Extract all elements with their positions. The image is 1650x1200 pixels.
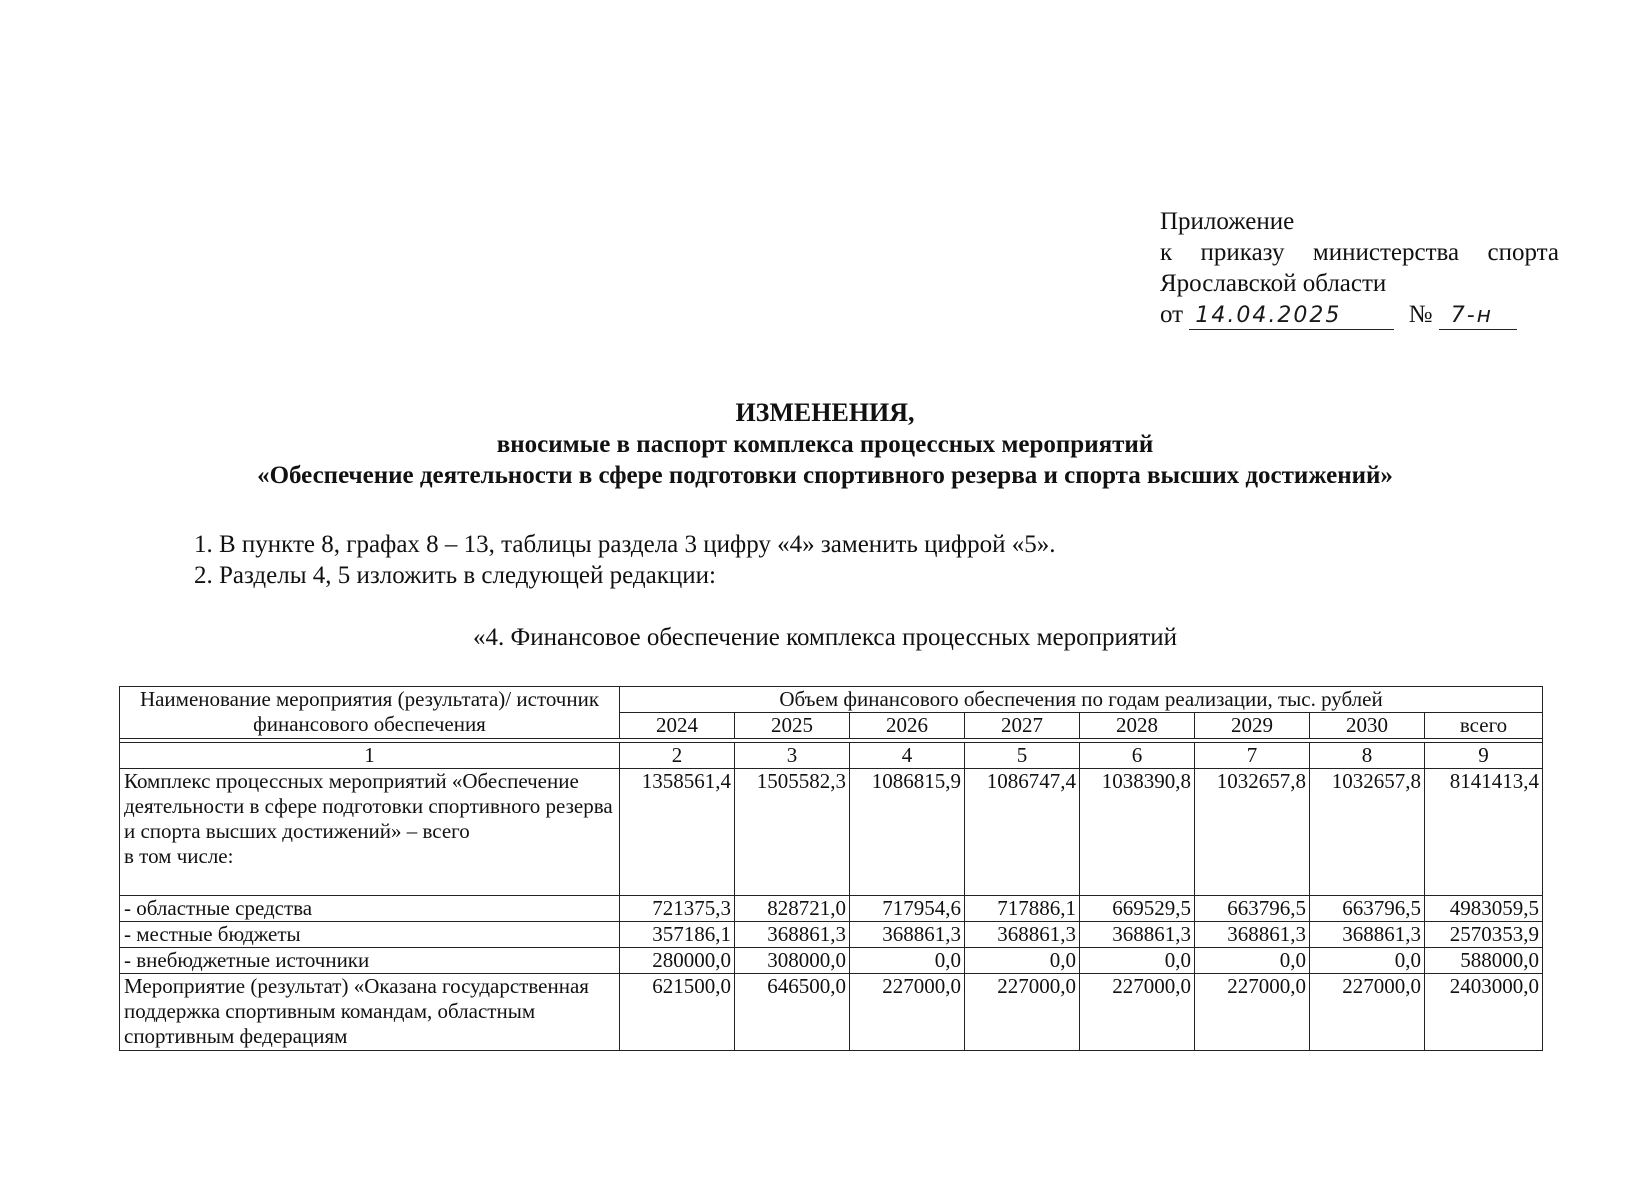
document-subtitle: вносимые в паспорт комплекса процессных мероприятий [496, 431, 1154, 458]
row-subtitle: в том числе: [124, 844, 234, 868]
year-header: 2030 [1310, 713, 1425, 739]
document-heading: ИЗМЕНЕНИЯ, [735, 398, 915, 427]
appendix-block [1160, 206, 1560, 330]
value-cell: 280000,0 [620, 948, 735, 974]
total-header: всего [1425, 713, 1543, 739]
handwritten-date: 14.04.2025 [1195, 303, 1342, 328]
value-cell: 368861,3 [1195, 922, 1310, 948]
total-cell: 2403000,0 [1425, 974, 1543, 1051]
appendix-date-line [1160, 299, 1560, 330]
value-cell: 368861,3 [965, 922, 1080, 948]
total-cell: 8141413,4 [1425, 769, 1543, 896]
year-header: 2029 [1195, 713, 1310, 739]
value-cell: 621500,0 [620, 974, 735, 1051]
column-number: 6 [1080, 743, 1195, 769]
value-cell: 1358561,4 [620, 769, 735, 896]
column-number: 1 [120, 743, 620, 769]
year-header: 2028 [1080, 713, 1195, 739]
table-row [120, 948, 1543, 974]
total-cell: 588000,0 [1425, 948, 1543, 974]
appendix-region: Ярославской области [1160, 270, 1387, 297]
row-name: - местные бюджеты [120, 922, 620, 948]
header-name-cell: Наименование мероприятия (результата)/ источник финансового обеспечения [120, 687, 620, 739]
date-prefix: от [1160, 301, 1184, 328]
value-cell: 828721,0 [735, 896, 850, 922]
appendix-label: Приложение [1160, 208, 1295, 235]
row-name: - внебюджетные источники [120, 948, 620, 974]
value-cell: 1032657,8 [1195, 769, 1310, 896]
total-cell: 2570353,9 [1425, 922, 1543, 948]
header-volume-cell: Объем финансового обеспечения по годам реализации, тыс. рублей [620, 687, 1543, 713]
value-cell: 0,0 [965, 948, 1080, 974]
value-cell: 721375,3 [620, 896, 735, 922]
year-header: 2026 [850, 713, 965, 739]
value-cell: 0,0 [850, 948, 965, 974]
value-cell: 227000,0 [965, 974, 1080, 1051]
year-header: 2024 [620, 713, 735, 739]
value-cell: 368861,3 [1310, 922, 1425, 948]
change-item-1: 1. В пункте 8, графах 8 – 13, таблицы раздела 3 цифру «4» заменить цифрой «5». [194, 531, 1056, 558]
value-cell: 0,0 [1310, 948, 1425, 974]
table-row [120, 896, 1543, 922]
value-cell: 1086747,4 [965, 769, 1080, 896]
year-header: 2027 [965, 713, 1080, 739]
appendix-order-line [1160, 237, 1559, 268]
value-cell: 646500,0 [735, 974, 850, 1051]
table-row [120, 922, 1543, 948]
appendix-word: спорта [1487, 239, 1559, 266]
value-cell: 368861,3 [1080, 922, 1195, 948]
row-name-cell [120, 769, 620, 896]
row-name: Мероприятие (результат) «Оказана государственная поддержка спортивным командам, областным спортивным федерациям [120, 974, 620, 1051]
column-number: 4 [850, 743, 965, 769]
row-name: - областные средства [120, 896, 620, 922]
value-cell: 717954,6 [850, 896, 965, 922]
value-cell: 227000,0 [850, 974, 965, 1051]
column-number: 7 [1195, 743, 1310, 769]
value-cell: 227000,0 [1195, 974, 1310, 1051]
total-cell: 4983059,5 [1425, 896, 1543, 922]
value-cell: 1505582,3 [735, 769, 850, 896]
value-cell: 1032657,8 [1310, 769, 1425, 896]
value-cell: 0,0 [1080, 948, 1195, 974]
value-cell: 1086815,9 [850, 769, 965, 896]
value-cell: 0,0 [1195, 948, 1310, 974]
appendix-word: министерства [1312, 239, 1460, 266]
date-field [1189, 301, 1394, 330]
value-cell: 227000,0 [1080, 974, 1195, 1051]
change-item-2: 2. Разделы 4, 5 изложить в следующей редакции: [194, 562, 716, 589]
document-name: «Обеспечение деятельности в сфере подготовки спортивного резерва и спорта высших достижений» [257, 462, 1393, 489]
value-cell: 368861,3 [735, 922, 850, 948]
value-cell: 663796,5 [1195, 896, 1310, 922]
column-number: 9 [1425, 743, 1543, 769]
handwritten-number: 7-н [1450, 303, 1494, 328]
value-cell: 669529,5 [1080, 896, 1195, 922]
year-header: 2025 [735, 713, 850, 739]
value-cell: 368861,3 [850, 922, 965, 948]
value-cell: 227000,0 [1310, 974, 1425, 1051]
column-number: 2 [620, 743, 735, 769]
value-cell: 308000,0 [735, 948, 850, 974]
financing-table [119, 686, 1543, 1051]
appendix-word: к [1160, 239, 1173, 266]
column-number-row [120, 743, 1543, 769]
number-prefix: № [1408, 301, 1433, 328]
column-number: 3 [735, 743, 850, 769]
table-header-row [120, 687, 1543, 713]
column-number: 8 [1310, 743, 1425, 769]
number-field [1439, 301, 1517, 330]
table-row [120, 769, 1543, 896]
value-cell: 1038390,8 [1080, 769, 1195, 896]
table-row [120, 974, 1543, 1051]
value-cell: 357186,1 [620, 922, 735, 948]
row-name: Комплекс процессных мероприятий «Обеспечение деятельности в сфере подготовки спортивного резерва и спорта высших достижений» – всего [124, 769, 613, 843]
value-cell: 663796,5 [1310, 896, 1425, 922]
column-number: 5 [965, 743, 1080, 769]
appendix-word: приказу [1200, 239, 1285, 266]
value-cell: 717886,1 [965, 896, 1080, 922]
section-title: «4. Финансовое обеспечение комплекса процессных мероприятий [472, 624, 1178, 651]
